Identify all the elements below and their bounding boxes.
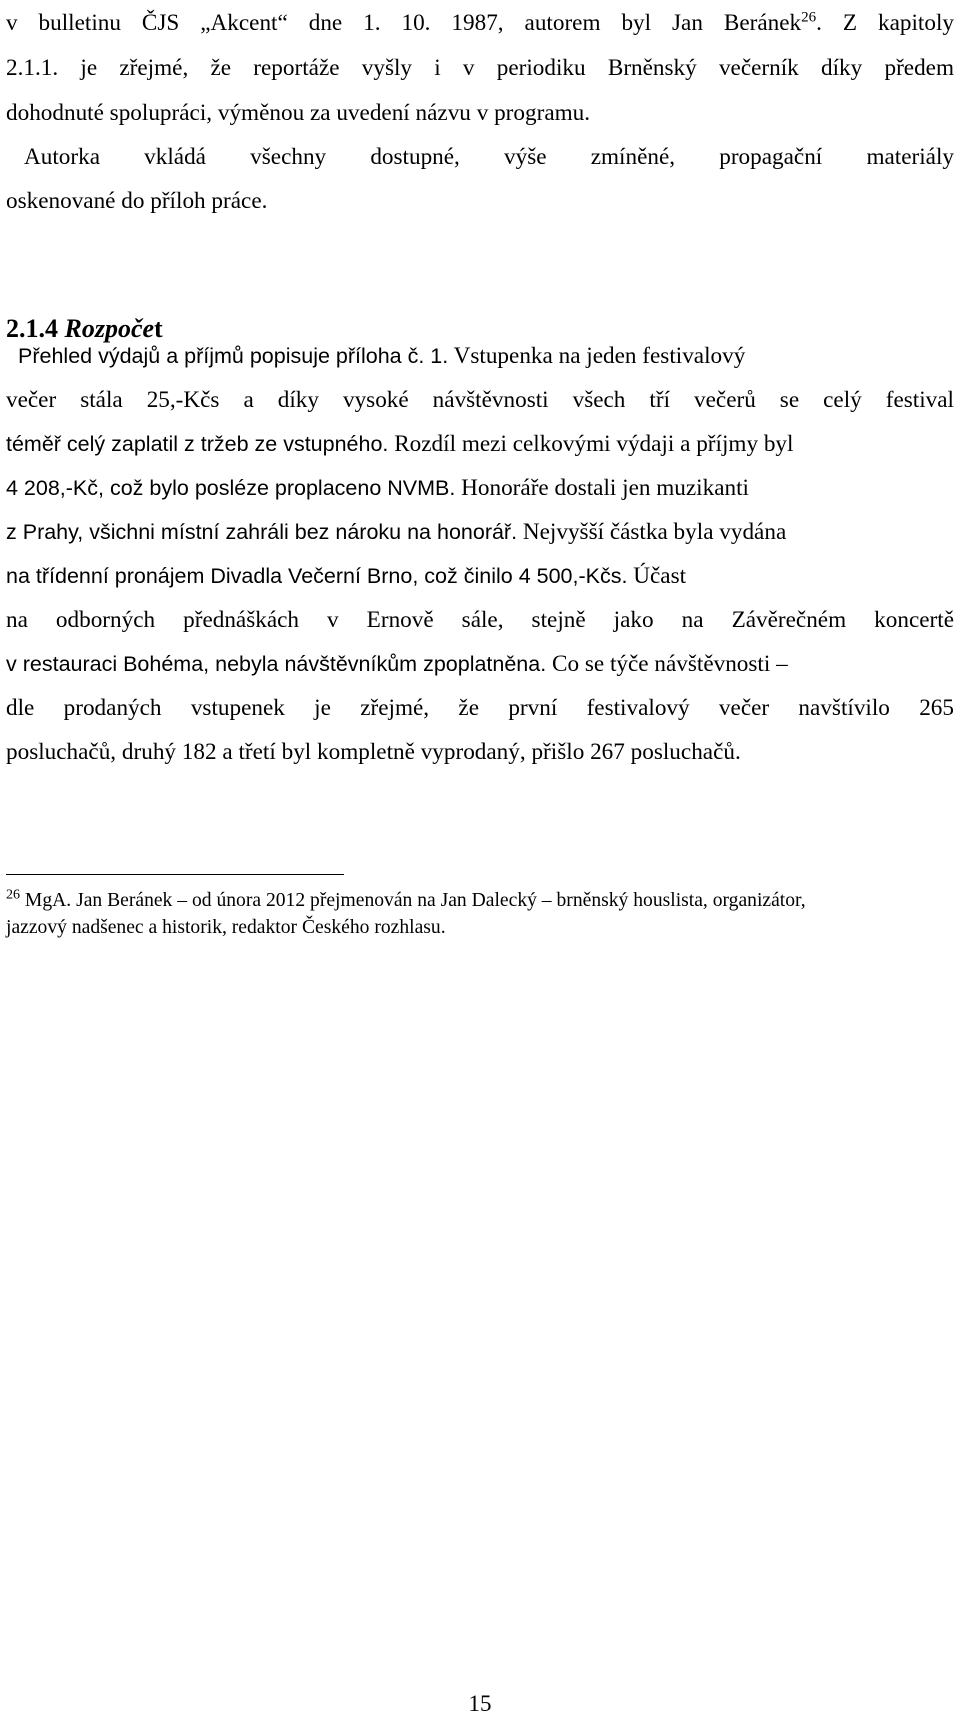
body-line-4 — [6, 473, 954, 503]
footnote-text-1: MgA. Jan Beránek – od února 2012 přejmenován na Jan Dalecký – brněnský houslista, organizátor, — [20, 890, 806, 911]
footnote-line-1 — [6, 888, 956, 914]
body-line-9: dle prodaných vstupenek je zřejmé, že první festivalový večer navštívilo 265 — [6, 695, 954, 721]
intro-line-4: Autorka vkládá všechny dostupné, výše zmíněné, propagační materiály — [24, 144, 954, 170]
intro-line-1-tail: . Z kapitoly — [816, 10, 954, 36]
body-line-8-sans: v restauraci Bohéma, nebyla návštěvníkům zpoplatněna. — [6, 652, 547, 676]
intro-line-2: 2.1.1. je zřejmé, že reportáže vyšly i v periodiku Brněnský večerník díky předem — [6, 55, 954, 81]
section-title-tail: t — [154, 314, 163, 343]
body-line-3-serif: Rozdíl mezi celkovými výdaji a příjmy byl — [388, 431, 794, 457]
footnote-separator — [6, 874, 344, 875]
body-line-3-sans: téměř celý zaplatil z tržeb ze vstupného. — [6, 432, 389, 456]
body-line-5 — [6, 517, 954, 547]
body-line-5-serif: Nejvyšší částka byla vydána — [517, 519, 787, 545]
footnote-line-2: jazzový nadšenec a historik, redaktor Českého rozhlasu. — [6, 917, 446, 938]
body-line-4-sans: 4 208,-Kč, což bylo posléze proplaceno NVMB. — [6, 476, 456, 500]
body-line-1-serif: Vstupenka na jeden festivalový — [448, 343, 746, 369]
intro-line-3: dohodnuté spolupráci, výměnou za uvedení názvu v programu. — [6, 100, 591, 126]
intro-line-1-text: v bulletinu ČJS „Akcent“ dne 1. 10. 1987, autorem byl Jan Beránek — [6, 10, 802, 36]
section-title-italic: Rozpoče — [64, 314, 155, 343]
body-line-1-sans: Přehled výdajů a příjmů popisuje příloha č. 1. — [18, 344, 449, 368]
footnote-reference[interactable]: 26 — [801, 9, 817, 26]
body-line-2: večer stála 25,-Kčs a díky vysoké návštěvnosti všech tří večerů se celý festival — [6, 387, 954, 413]
body-line-8-serif: Co se týče návštěvnosti – — [546, 651, 788, 677]
body-line-1 — [18, 341, 954, 371]
page-number: 15 — [468, 1691, 492, 1716]
body-line-7: na odborných přednáškách v Ernově sále, stejně jako na Závěrečném koncertě — [6, 607, 954, 633]
intro-line-5: oskenované do příloh práce. — [6, 188, 268, 214]
body-line-8 — [6, 649, 954, 679]
intro-line-1 — [6, 8, 954, 38]
footnote-number: 26 — [6, 887, 20, 903]
body-line-6-sans: na třídenní pronájem Divadla Večerní Brno, což činilo 4 500,-Kčs. — [6, 564, 628, 588]
body-line-6 — [6, 561, 954, 591]
body-line-6-serif: Účast — [627, 563, 687, 589]
body-line-4-serif: Honoráře dostali jen muzikanti — [455, 475, 749, 501]
body-line-10: posluchačů, druhý 182 a třetí byl kompletně vyprodaný, přišlo 267 posluchačů. — [6, 739, 741, 765]
body-line-5-sans: z Prahy, všichni místní zahráli bez nároku na honorář. — [6, 520, 518, 544]
section-number: 2.1.4 — [6, 314, 58, 343]
body-line-3 — [6, 429, 954, 459]
